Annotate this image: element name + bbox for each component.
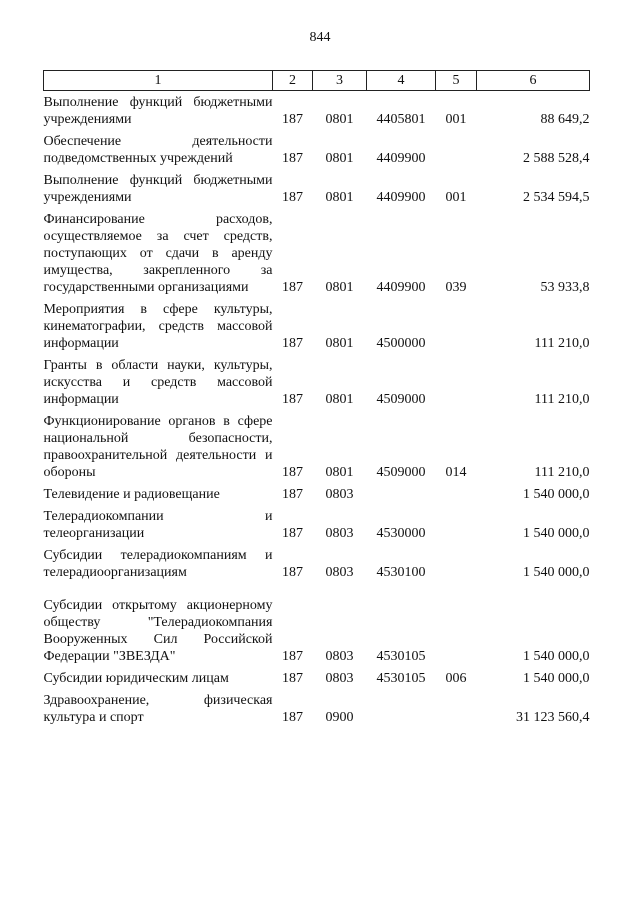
table-row <box>44 169 590 208</box>
row-name: Телевидение и радиовещание <box>43 487 220 502</box>
table-row <box>44 208 590 298</box>
row-article-code <box>367 689 436 728</box>
row-name: Субсидии юридическим лицам <box>43 671 229 686</box>
row-ministry-code: 187 <box>282 190 303 205</box>
row-section-code: 0801 <box>325 151 354 166</box>
row-name: Обеспечение деятельности подведомственных учреждений <box>43 134 273 166</box>
row-ministry-code: 187 <box>282 526 303 541</box>
table-row <box>44 483 590 505</box>
budget-table <box>43 70 590 728</box>
row-amount: 88 649,2 <box>540 112 590 127</box>
row-section-code: 0801 <box>325 465 354 480</box>
row-name: Телерадиокомпании и телеорганизации <box>43 509 273 541</box>
row-name: Субсидии открытому акционерному обществу "Телерадиокомпания Вооруженных Сил Российской Федерации "ЗВЕЗДА" <box>43 598 273 664</box>
row-amount: 111 210,0 <box>534 465 590 480</box>
row-article-code: 4530100 <box>376 565 426 580</box>
row-article-code: 4509000 <box>376 465 426 480</box>
row-amount: 1 540 000,0 <box>523 526 590 541</box>
row-name: Выполнение функций бюджетными учреждениями <box>43 173 273 205</box>
row-article-code: 4530000 <box>376 526 426 541</box>
row-name: Финансирование расходов, осуществляемое за счет средств, поступающих от сдачи в аренду имущества, закрепленного за государственными организациями <box>43 212 273 295</box>
row-ministry-code: 187 <box>282 336 303 351</box>
row-section-code: 0801 <box>325 336 354 351</box>
row-ministry-code: 187 <box>282 710 303 725</box>
row-article-code: 4530105 <box>376 649 426 664</box>
row-article-code: 4409900 <box>376 151 426 166</box>
row-ministry-code: 187 <box>282 392 303 407</box>
row-amount: 31 123 560,4 <box>516 710 590 725</box>
row-section-code: 0801 <box>325 112 354 127</box>
table-row <box>44 667 590 689</box>
row-name: Функционирование органов в сфере национальной безопасности, правоохранительной деятельности и обороны <box>43 414 273 480</box>
row-ministry-code: 187 <box>282 487 303 502</box>
table-row <box>44 410 590 483</box>
row-name: Гранты в области науки, культуры, искусства и средств массовой информации <box>43 358 273 407</box>
row-ministry-code: 187 <box>282 151 303 166</box>
row-section-code: 0900 <box>325 710 354 725</box>
row-name: Мероприятия в сфере культуры, кинематографии, средств массовой информации <box>43 302 273 351</box>
row-ministry-code: 187 <box>282 671 303 686</box>
row-ministry-code: 187 <box>282 649 303 664</box>
row-article-code: 4509000 <box>376 392 426 407</box>
table-header-row <box>44 71 590 91</box>
row-expense-type: 006 <box>445 671 467 686</box>
table-row <box>44 583 590 667</box>
table-row <box>44 130 590 169</box>
row-section-code: 0803 <box>325 671 354 686</box>
row-article-code: 4405801 <box>376 112 426 127</box>
row-article-code: 4500000 <box>376 336 426 351</box>
row-expense-type <box>436 583 477 667</box>
row-article-code: 4530105 <box>376 671 426 686</box>
row-expense-type <box>436 689 477 728</box>
row-name: Выполнение функций бюджетными учреждениями <box>43 95 273 127</box>
column-header-2: 2 <box>273 71 313 91</box>
row-amount: 53 933,8 <box>540 280 590 295</box>
row-amount: 111 210,0 <box>534 336 590 351</box>
row-expense-type: 039 <box>445 280 467 295</box>
row-expense-type <box>436 298 477 354</box>
row-amount: 111 210,0 <box>534 392 590 407</box>
row-section-code: 0803 <box>325 649 354 664</box>
column-header-4: 4 <box>367 71 436 91</box>
row-section-code: 0801 <box>325 392 354 407</box>
row-ministry-code: 187 <box>282 112 303 127</box>
column-header-1: 1 <box>44 71 273 91</box>
row-expense-type: 001 <box>445 112 467 127</box>
row-amount: 2 534 594,5 <box>523 190 590 205</box>
row-expense-type <box>436 483 477 505</box>
column-header-6: 6 <box>477 71 590 91</box>
column-header-3: 3 <box>313 71 367 91</box>
row-expense-type: 014 <box>445 465 467 480</box>
row-article-code <box>367 483 436 505</box>
table-row <box>44 354 590 410</box>
row-ministry-code: 187 <box>282 280 303 295</box>
row-expense-type <box>436 354 477 410</box>
row-section-code: 0801 <box>325 280 354 295</box>
table-row <box>44 689 590 728</box>
row-name: Здравоохранение, физическая культура и спорт <box>43 693 273 725</box>
column-header-5: 5 <box>436 71 477 91</box>
row-section-code: 0801 <box>325 190 354 205</box>
table-row <box>44 544 590 583</box>
row-expense-type: 001 <box>445 190 467 205</box>
row-expense-type <box>436 544 477 583</box>
row-amount: 1 540 000,0 <box>523 565 590 580</box>
row-article-code: 4409900 <box>376 280 426 295</box>
row-amount: 1 540 000,0 <box>523 487 590 502</box>
row-section-code: 0803 <box>325 526 354 541</box>
row-section-code: 0803 <box>325 565 354 580</box>
table-row <box>44 298 590 354</box>
table-row <box>44 91 590 131</box>
page-number: 844 <box>309 30 331 45</box>
row-amount: 1 540 000,0 <box>523 649 590 664</box>
row-amount: 1 540 000,0 <box>523 671 590 686</box>
row-name: Субсидии телерадиокомпаниям и телерадиоорганизациям <box>43 548 273 580</box>
row-ministry-code: 187 <box>282 465 303 480</box>
row-ministry-code: 187 <box>282 565 303 580</box>
row-article-code: 4409900 <box>376 190 426 205</box>
row-section-code: 0803 <box>325 487 354 502</box>
row-amount: 2 588 528,4 <box>523 151 590 166</box>
row-expense-type <box>436 130 477 169</box>
table-row <box>44 505 590 544</box>
row-expense-type <box>436 505 477 544</box>
